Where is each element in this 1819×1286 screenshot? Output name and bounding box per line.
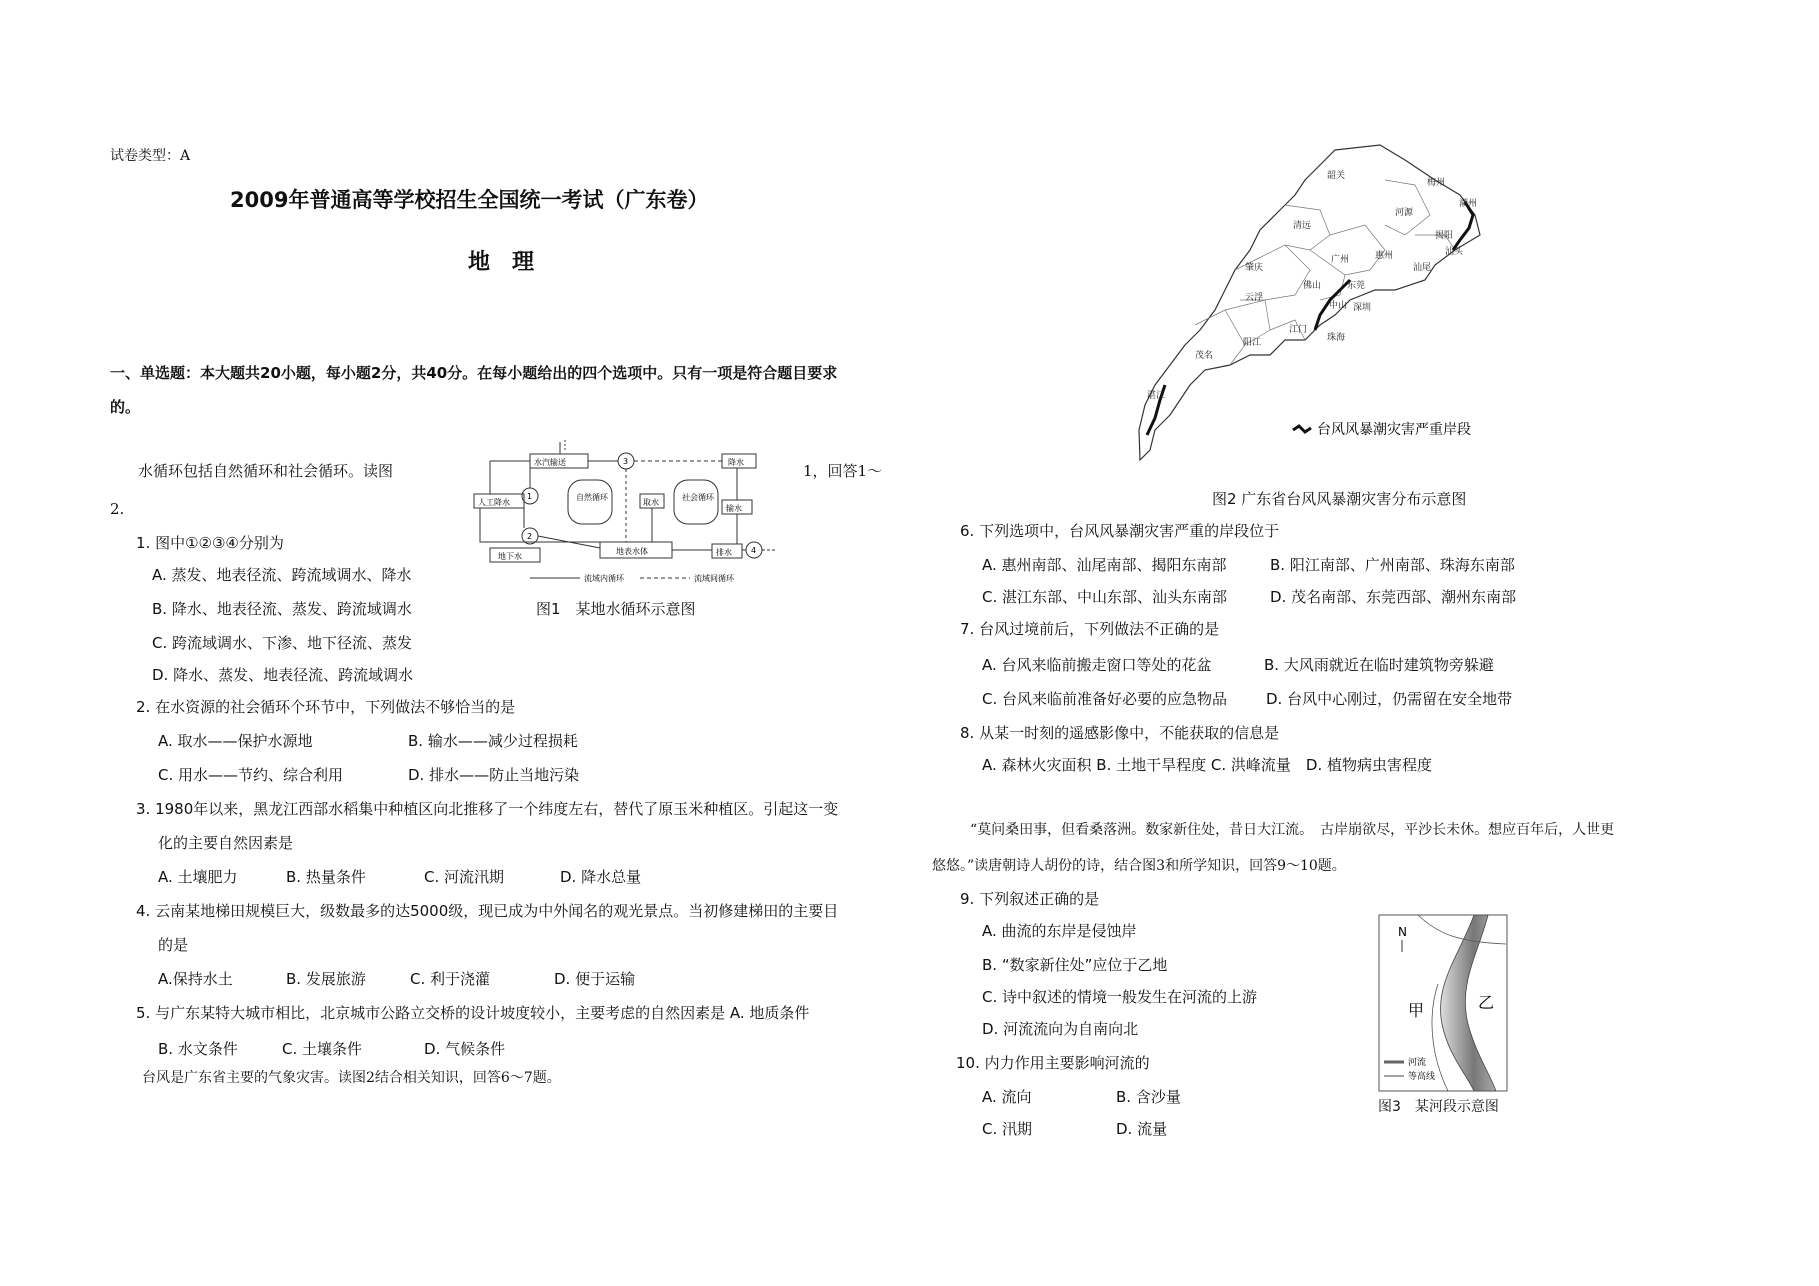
q3-stem: 3. 1980年以来，黑龙江西部水稻集中种植区向北推移了一个纬度左右，替代了原玉米种植区。引起这一变 (136, 800, 839, 818)
city-qingyuan: 清远 (1293, 221, 1312, 231)
section-heading-cont: 的。 (110, 398, 141, 416)
intro-1a: 水循环包括自然循环和社会循环。读图 (138, 462, 394, 480)
city-heyuan: 河源 (1395, 208, 1414, 218)
q8-options: A. 森林火灾面积 B. 土地干旱程度 C. 洪峰流量 D. 植物病虫害程度 (982, 756, 1432, 774)
city-shanwei: 汕尾 (1413, 263, 1432, 273)
figure-3-caption: 图3 某河段示意图 (1378, 1099, 1499, 1115)
q1-option-b: B. 降水、地表径流、蒸发、跨流域调水 (152, 600, 412, 618)
q1-option-a: A. 蒸发、地表径流、跨流域调水、降水 (152, 566, 412, 584)
city-shaoguan: 韶关 (1327, 171, 1346, 181)
exam-title: 2009年普通高等学校招生全国统一考试（广东卷） (230, 188, 709, 212)
q2-option-c: C. 用水——节约、综合利用 (158, 766, 344, 784)
north-label: N (1398, 925, 1407, 939)
q3-option-d: D. 降水总量 (560, 868, 642, 886)
intro-1b: 1，回答1～ (803, 462, 883, 480)
q4-stem-cont: 的是 (158, 936, 189, 954)
q6-option-c: C. 湛江东部、中山东部、汕头东南部 (982, 588, 1228, 606)
q6-option-a: A. 惠州南部、汕尾南部、揭阳东南部 (982, 556, 1227, 574)
city-shantou: 汕头 (1445, 247, 1464, 257)
q4-option-b: B. 发展旅游 (286, 970, 366, 988)
q1-stem: 1. 图中①②③④分别为 (136, 534, 284, 552)
city-zhongshan: 中山 (1329, 301, 1348, 311)
q6-option-d: D. 茂名南部、东莞西部、潮州东南部 (1270, 588, 1517, 606)
city-meizhou: 梅州 (1427, 178, 1446, 188)
q7-option-d: D. 台风中心刚过，仍需留在安全地带 (1266, 690, 1513, 708)
label-natural: 自然循环 (576, 493, 608, 502)
city-huizhou: 惠州 (1375, 251, 1394, 261)
q10-stem: 10. 内力作用主要影响河流的 (956, 1054, 1150, 1072)
label-drain: 排水 (716, 548, 732, 557)
q7-option-c: C. 台风来临前准备好必要的应急物品 (982, 690, 1228, 708)
q9-stem: 9. 下列叙述正确的是 (960, 890, 1100, 908)
q3-option-b: B. 热量条件 (286, 868, 366, 886)
box-natural (568, 480, 612, 524)
figure-2-map (1135, 140, 1555, 470)
q2-option-a: A. 取水——保护水源地 (158, 732, 313, 750)
q9-option-a: A. 曲流的东岸是侵蚀岸 (982, 922, 1137, 940)
q1-option-d: D. 降水、蒸发、地表径流、跨流域调水 (152, 666, 414, 684)
city-zhaoqing: 肇庆 (1245, 263, 1264, 273)
q3-option-a: A. 土壤肥力 (158, 868, 238, 886)
city-shenzhen: 深圳 (1353, 303, 1372, 313)
q8-stem: 8. 从某一时刻的遥感影像中，不能获取的信息是 (960, 724, 1280, 742)
label-artificial: 人工降水 (478, 498, 510, 507)
fig2-legend: 台风风暴潮灾害严重岸段 (1317, 422, 1471, 438)
city-jiangmen: 江门 (1289, 325, 1308, 335)
box-social (674, 480, 718, 524)
q7-stem: 7. 台风过境前后，下列做法不正确的是 (960, 620, 1220, 638)
city-zhanjiang: 湛江 (1147, 391, 1166, 401)
q5-option-d: D. 气候条件 (424, 1040, 506, 1058)
intro-1c: 2. (110, 500, 125, 518)
label-ground: 地下水 (498, 552, 522, 561)
figure-2-caption: 图2 广东省台风风暴潮灾害分布示意图 (1212, 490, 1467, 508)
q2-stem: 2. 在水资源的社会循环个环节中，下列做法不够恰当的是 (136, 698, 516, 716)
city-guangzhou: 广州 (1331, 255, 1350, 265)
q2-option-d: D. 排水——防止当地污染 (408, 766, 580, 784)
legend-river: 河流 (1408, 1058, 1427, 1068)
city-dongguan: 东莞 (1347, 281, 1366, 291)
q5-stem: 5. 与广东某特大城市相比，北京城市公路立交桥的设计坡度较小，主要考虑的自然因素是 A. 地质条件 (136, 1004, 810, 1022)
label-rain: 降水 (728, 458, 744, 467)
q3-option-c: C. 河流汛期 (424, 868, 505, 886)
q7-option-b: B. 大风雨就近在临时建筑物旁躲避 (1264, 656, 1494, 674)
label-social: 社会循环 (682, 493, 714, 502)
q10-option-c: C. 汛期 (982, 1120, 1033, 1138)
city-zhuhai: 珠海 (1327, 333, 1346, 343)
city-yangjiang: 阳江 (1243, 338, 1262, 348)
label-n1: 1 (527, 492, 533, 501)
q6-stem: 6. 下列选项中，台风风暴潮灾害严重的岸段位于 (960, 522, 1280, 540)
intro-2: 台风是广东省主要的气象灾害。读图2结合相关知识，回答6～7题。 (142, 1070, 561, 1086)
label-surface: 地表水体 (616, 547, 648, 556)
q7-option-a: A. 台风来临前搬走窗口等处的花盆 (982, 656, 1212, 674)
city-foshan: 佛山 (1303, 281, 1322, 291)
figure-3-diagram (1378, 914, 1508, 1092)
q4-option-a: A.保持水土 (158, 970, 233, 988)
q4-option-c: C. 利于浇灌 (410, 970, 491, 988)
q4-stem: 4. 云南某地梯田规模巨大，级数最多的达5000级，现已成为中外闻名的观光景点。当初修建梯田的主要目 (136, 902, 839, 920)
q9-option-b: B. “数家新住处”应位于乙地 (982, 956, 1168, 974)
label-jia: 甲 (1408, 1001, 1425, 1020)
legend-coast-symbol (1293, 426, 1311, 432)
poem-line-2: 悠悠。”读唐朝诗人胡份的诗，结合图3和所学知识，回答9～10题。 (932, 858, 1346, 874)
label-n3: 3 (623, 457, 629, 466)
q10-option-d: D. 流量 (1116, 1120, 1168, 1138)
figure-1-caption: 图1 某地水循环示意图 (536, 600, 696, 618)
section-heading: 一、单选题：本大题共20小题，每小题2分，共40分。在每小题给出的四个选项中。只有一项是符合题目要求 (110, 364, 838, 382)
q9-option-c: C. 诗中叙述的情境一般发生在河流的上游 (982, 988, 1258, 1006)
label-vapor: 水汽输送 (534, 458, 566, 467)
city-maoming: 茂名 (1195, 351, 1214, 361)
label-supply: 输水 (726, 504, 742, 513)
label-yi: 乙 (1478, 993, 1495, 1012)
paper-type: 试卷类型：A (110, 148, 191, 164)
legend-contour: 等高线 (1408, 1072, 1436, 1082)
subject-title: 地 理 (468, 250, 535, 275)
q5-option-c: C. 土壤条件 (282, 1040, 363, 1058)
label-n4: 4 (751, 546, 757, 555)
q3-stem-cont: 化的主要自然因素是 (158, 834, 294, 852)
label-intake: 取水 (643, 498, 659, 507)
label-legend-out: 流域间循环 (694, 574, 734, 583)
label-legend-in: 流域内循环 (584, 574, 624, 583)
city-yunfu: 云浮 (1245, 293, 1264, 303)
q10-option-b: B. 含沙量 (1116, 1088, 1181, 1106)
q5-option-b: B. 水文条件 (158, 1040, 238, 1058)
figure-1-diagram (470, 438, 780, 588)
label-n2: 2 (527, 532, 533, 541)
q1-option-c: C. 跨流域调水、下渗、地下径流、蒸发 (152, 634, 413, 652)
q10-option-a: A. 流向 (982, 1088, 1032, 1106)
poem-line-1: “莫问桑田事，但看桑落洲。数家新住处，昔日大江流。 古岸崩欲尽，平沙长未休。想应百年后，人世更 (970, 822, 1615, 838)
q4-option-d: D. 便于运输 (554, 970, 636, 988)
q9-option-d: D. 河流流向为自南向北 (982, 1020, 1139, 1038)
city-jieyang: 揭阳 (1435, 231, 1454, 241)
q6-option-b: B. 阳江南部、广州南部、珠海东南部 (1270, 556, 1515, 574)
city-chaozhou: 潮州 (1459, 199, 1478, 209)
q2-option-b: B. 输水——减少过程损耗 (408, 732, 578, 750)
